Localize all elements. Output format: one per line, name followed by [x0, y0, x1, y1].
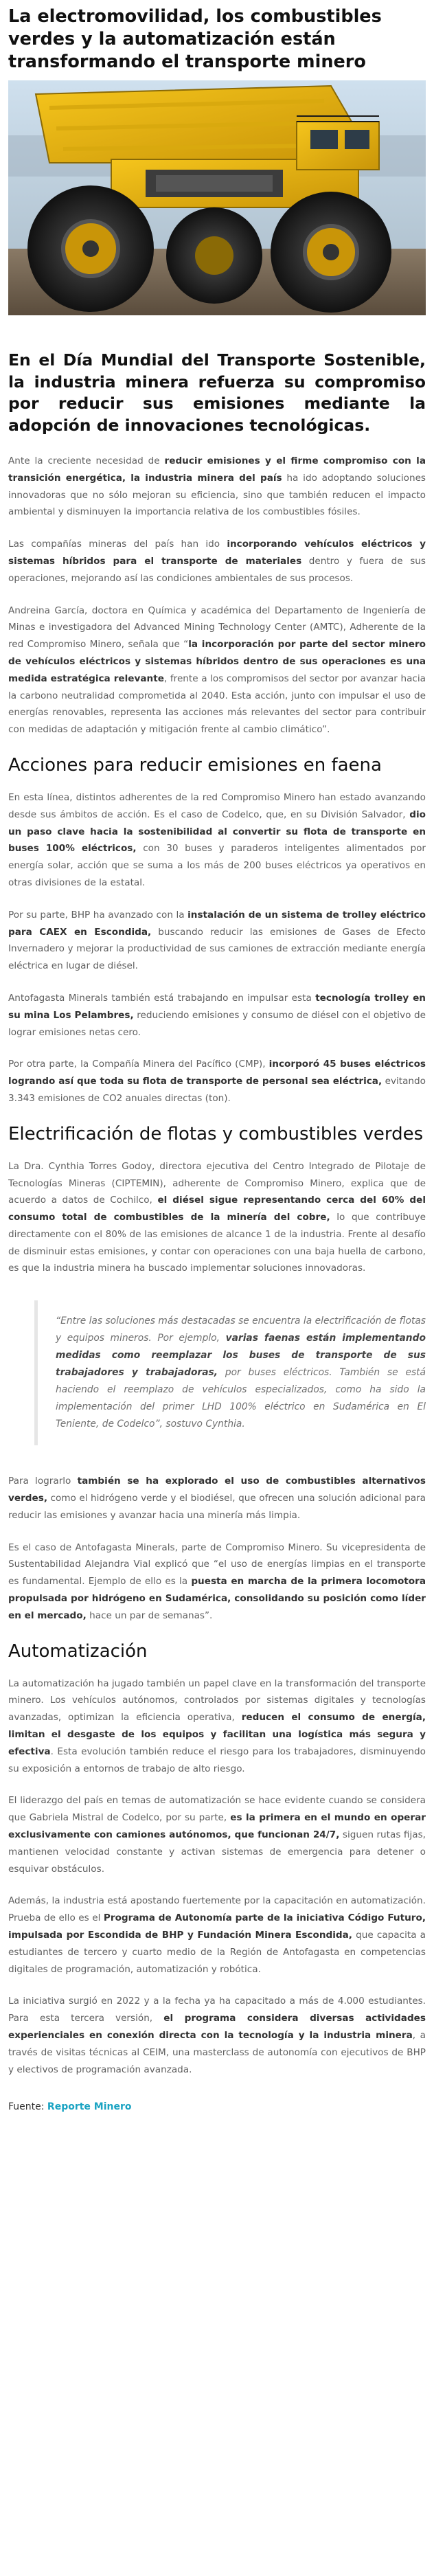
- paragraph-4: En esta línea, distintos adherentes de la red Compromiso Minero han estado avanzando desde sus ámbitos de acción. Es el caso de Codelco, que, en su División Salvador, dio un paso clave hacia la sostenibilidad al convertir su flota de transporte en buses 100% eléctricos, con 30 buses y paraderos inteligentes alimentados por energía solar, acción que se suma a los más de 200 buses eléctricos ya operativos en otras divisiones de la estatal.: [8, 791, 426, 888]
- heading-automatizacion: Automatización: [8, 1640, 148, 1662]
- source-label: Fuente:: [8, 2101, 45, 2113]
- paragraph-7: Por otra parte, la Compañía Minera del Pacífico (CMP), incorporó 45 buses eléctricos logrando así que toda su flota de transporte de personal sea eléctrica, evitando 3.343 emisiones de CO2 anuales directas (ton).: [8, 1059, 426, 1104]
- paragraph-12: El liderazgo del país en temas de automatización se hace evidente cuando se considera que Gabriela Mistral de Codelco, por su parte, es la primera en el mundo en operar exclusivamente con camiones autónomos, que funcionan 24/7, siguen rutas fijas, mantienen velocidad constante y activan sistemas de emergencia para detener o esquivar obstáculos.: [8, 1795, 426, 1875]
- heading-flotas: Electrificación de flotas y combustibles verdes: [8, 1123, 424, 1144]
- paragraph-10: Es el caso de Antofagasta Minerals, parte de Compromiso Minero. Su vicepresidenta de Sustentabilidad Alejandra Vial explicó que “el uso de energías limpias en el transporte es fundamental. Ejemplo de ello es la puesta en marcha de la primera locomotora propulsada por hidrógeno en Sudamérica, consolidando su posición como líder en el mercado, hace un par de semanas”.: [8, 1541, 426, 1621]
- paragraph-5: Por su parte, BHP ha avanzado con la instalación de un sistema de trolley eléctrico para CAEX en Escondida, buscando reducir las emisiones de Gases de Efecto Invernadero y mejorar la productividad de sus camiones de extracción mediante energía eléctrica en lugar de diésel.: [8, 909, 426, 972]
- paragraph-13: Además, la industria está apostando fuertemente por la capacitación en automatización. Prueba de ello es el Programa de Autonomía parte de la iniciativa Código Futuro, impulsada por Escondida de BHP y Fundación Minera Escondida, que capacita a estudiantes de tercero y cuarto medio de la Región de Antofagasta en competencias digitales de programación, automatización y robótica.: [8, 1895, 426, 1975]
- paragraph-11: La automatización ha jugado también un papel clave en la transformación del transporte minero. Los vehículos autónomos, controlados por sistemas digitales y tecnologías avanzadas, optimizan la eficiencia operativa, reducen el consumo de energía, limitan el desgaste de los equipos y facilitan una logística más segura y efectiva. Esta evolución también reduce el riesgo para los trabajadores, disminuyendo su exposición a entornos de trabajo de alto riesgo.: [8, 1677, 426, 1774]
- paragraph-2: Las compañías mineras del país han ido incorporando vehículos eléctricos y sistemas híbridos para el transporte de materiales dentro y fuera de sus operaciones, mejorando así las condiciones ambientales de sus procesos.: [8, 539, 426, 584]
- source-link[interactable]: Reporte Minero: [47, 2101, 132, 2113]
- paragraph-8: La Dra. Cynthia Torres Godoy, directora ejecutiva del Centro Integrado de Pilotaje de Tecnologías Mineras (CIPTEMIN), adherente de Compromiso Minero, explica que de acuerdo a datos de Cochilco, el diésel sigue representando cerca del 60% del consumo total de combustibles de la minería del cobre, lo que contribuye directamente con el 80% de las emisiones de alcance 1 de la industria. Frente al desafío de disminuir estas emisiones, y contar con operaciones con una baja huella de carbono, es que la industria minera ha buscado implementar soluciones innovadoras.: [8, 1160, 426, 1274]
- paragraph-9: Para lograrlo también se ha explorado el uso de combustibles alternativos verdes, como el hidrógeno verde y el biodiésel, que ofrecen una solución adicional para reducir las emisiones y avanzar hacia una minería más limpia.: [8, 1476, 426, 1521]
- paragraph-14: La iniciativa surgió en 2022 y a la fecha ya ha capacitado a más de 4.000 estudiantes. Para esta tercera versión, el programa considera diversas actividades experienciales en conexión directa con la tecnología y la industria minera, a través de visitas técnicas al CEIM, una masterclass de autonomía con ejecutivos de BHP y electivos de programación avanzada.: [8, 1996, 426, 2075]
- heading-emisiones: Acciones para reducir emisiones en faena: [8, 754, 382, 776]
- pull-quote: “Entre las soluciones más destacadas se encuentra la electrificación de flotas y equipos mineros. Por ejemplo, varias faenas están implementando medidas como reemplazar los buses de transporte de sus trabajadores y trabajadoras, por buses eléctricos. También se está haciendo el reemplazo de vehículos especializados, como ha sido la implementación del primer LHD 100% eléctrico en Sudamérica en El Teniente, de Codelco”, sostuvo Cynthia.: [34, 1300, 426, 1445]
- source-line: [8, 2099, 426, 2115]
- paragraph-1: Ante la creciente necesidad de reducir emisiones y el firme compromiso con la transición energética, la industria minera del país ha ido adoptando soluciones innovadoras que no sólo mejoran su eficiencia, sino que también reducen el impacto ambiental y disminuyen la importancia relativa de los combustibles fósiles.: [8, 455, 426, 518]
- article-lead: En el Día Mundial del Transporte Sostenible, la industria minera refuerza su compromiso por reducir sus emisiones mediante la adopción de innovaciones tecnológicas.: [8, 350, 426, 435]
- paragraph-3: Andreina García, doctora en Química y académica del Departamento de Ingeniería de Minas e investigadora del Advanced Mining Technology Center (AMTC), Adherente de la red Compromiso Minero, señala que “la incorporación por parte del sector minero de vehículos eléctricos y sistemas híbridos dentro de sus operaciones es una medida estratégica relevante, frente a los compromisos del sector por avanzar hacia la carbono neutralidad comprometida al 2040. Esta acción, junto con impulsar el uso de energías renovables, representa las acciones más relevantes del sector para contribuir con medidas de adaptación y mitigación frente al cambio climático”.: [8, 605, 426, 736]
- paragraph-6: Antofagasta Minerals también está trabajando en impulsar esta tecnología trolley en su mina Los Pelambres, reduciendo emisiones y consumo de diésel con el objetivo de lograr emisiones netas cero.: [8, 992, 426, 1038]
- article-title: La electromovilidad, los combustibles verdes y la automatización están transformando el transporte minero: [8, 6, 382, 72]
- hero-image: [8, 80, 426, 315]
- article: [0, 5, 434, 2115]
